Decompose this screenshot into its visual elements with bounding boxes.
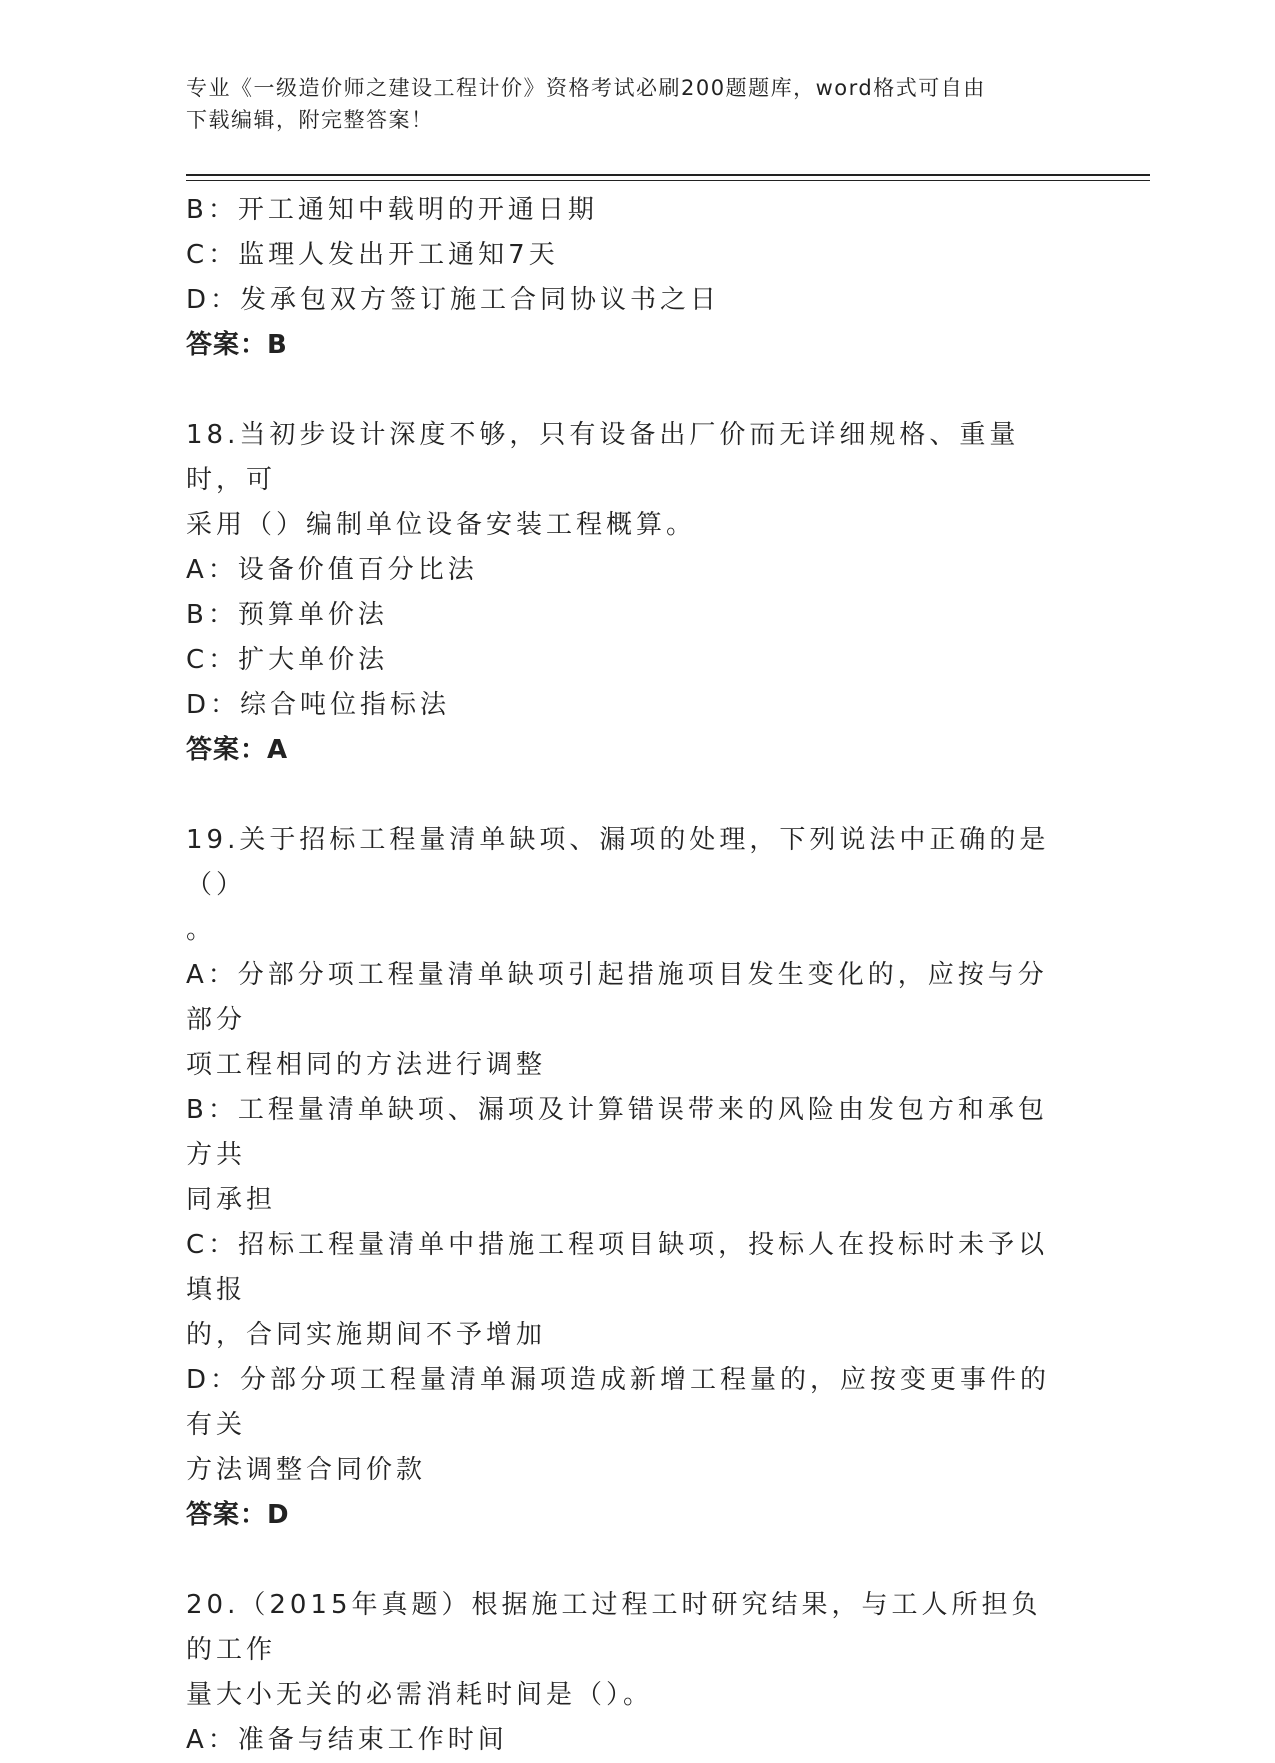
q17-option-c: C：监理人发出开工通知7天 bbox=[186, 240, 559, 270]
q18-option-d: D：综合吨位指标法 bbox=[186, 690, 451, 720]
q19-stem-line-2: 。 bbox=[186, 915, 217, 945]
q18-stem-line-2: 采用（）编制单位设备安装工程概算。 bbox=[186, 510, 697, 540]
q18-answer: 答案：A bbox=[186, 735, 289, 765]
question-20 bbox=[186, 1583, 1066, 1763]
header-rule-thick bbox=[186, 174, 1150, 176]
q19-option-d-line-1: D：分部分项工程量清单漏项造成新增工程量的，应按变更事件的有关 bbox=[186, 1365, 1051, 1440]
question-content bbox=[186, 188, 1066, 1763]
q17-option-b: B：开工通知中载明的开通日期 bbox=[186, 195, 598, 225]
q19-option-c-line-1: C：招标工程量清单中措施工程项目缺项，投标人在投标时未予以填报 bbox=[186, 1230, 1049, 1305]
q19-option-d-line-2: 方法调整合同价款 bbox=[186, 1455, 427, 1485]
q18-option-a: A：设备价值百分比法 bbox=[186, 555, 478, 585]
q19-answer: 答案：D bbox=[186, 1500, 290, 1530]
q18-stem-line-1: 18.当初步设计深度不够，只有设备出厂价而无详细规格、重量时，可 bbox=[186, 420, 1020, 495]
header-rule-thin bbox=[186, 180, 1150, 181]
q19-option-a-line-2: 项工程相同的方法进行调整 bbox=[186, 1050, 547, 1080]
header-line-2: 下载编辑，附完整答案！ bbox=[186, 108, 434, 132]
q19-option-a-line-1: A：分部分项工程量清单缺项引起措施项目发生变化的，应按与分部分 bbox=[186, 960, 1048, 1035]
spacer bbox=[186, 1538, 1066, 1583]
q20-stem-line-2: 量大小无关的必需消耗时间是（）。 bbox=[186, 1680, 654, 1710]
q19-option-b-line-2: 同承担 bbox=[186, 1185, 277, 1215]
q17-option-d: D：发承包双方签订施工合同协议书之日 bbox=[186, 285, 721, 315]
q20-option-a: A：准备与结束工作时间 bbox=[186, 1725, 508, 1755]
question-19 bbox=[186, 818, 1066, 1538]
q19-option-c-line-2: 的，合同实施期间不予增加 bbox=[186, 1320, 547, 1350]
question-18 bbox=[186, 413, 1066, 773]
q18-option-c: C：扩大单价法 bbox=[186, 645, 389, 675]
header-line-1: 专业《一级造价师之建设工程计价》资格考试必刷200题题库，word格式可自由 bbox=[186, 76, 986, 100]
document-header bbox=[186, 72, 1066, 136]
q20-stem-line-1: 20.（2015年真题）根据施工过程工时研究结果，与工人所担负的工作 bbox=[186, 1590, 1042, 1665]
spacer bbox=[186, 368, 1066, 413]
question-17 bbox=[186, 188, 1066, 368]
q17-answer: 答案：B bbox=[186, 330, 288, 360]
q19-option-b-line-1: B：工程量清单缺项、漏项及计算错误带来的风险由发包方和承包方共 bbox=[186, 1095, 1048, 1170]
spacer bbox=[186, 773, 1066, 818]
q18-option-b: B：预算单价法 bbox=[186, 600, 388, 630]
q19-stem-line-1: 19.关于招标工程量清单缺项、漏项的处理，下列说法中正确的是（） bbox=[186, 825, 1050, 900]
